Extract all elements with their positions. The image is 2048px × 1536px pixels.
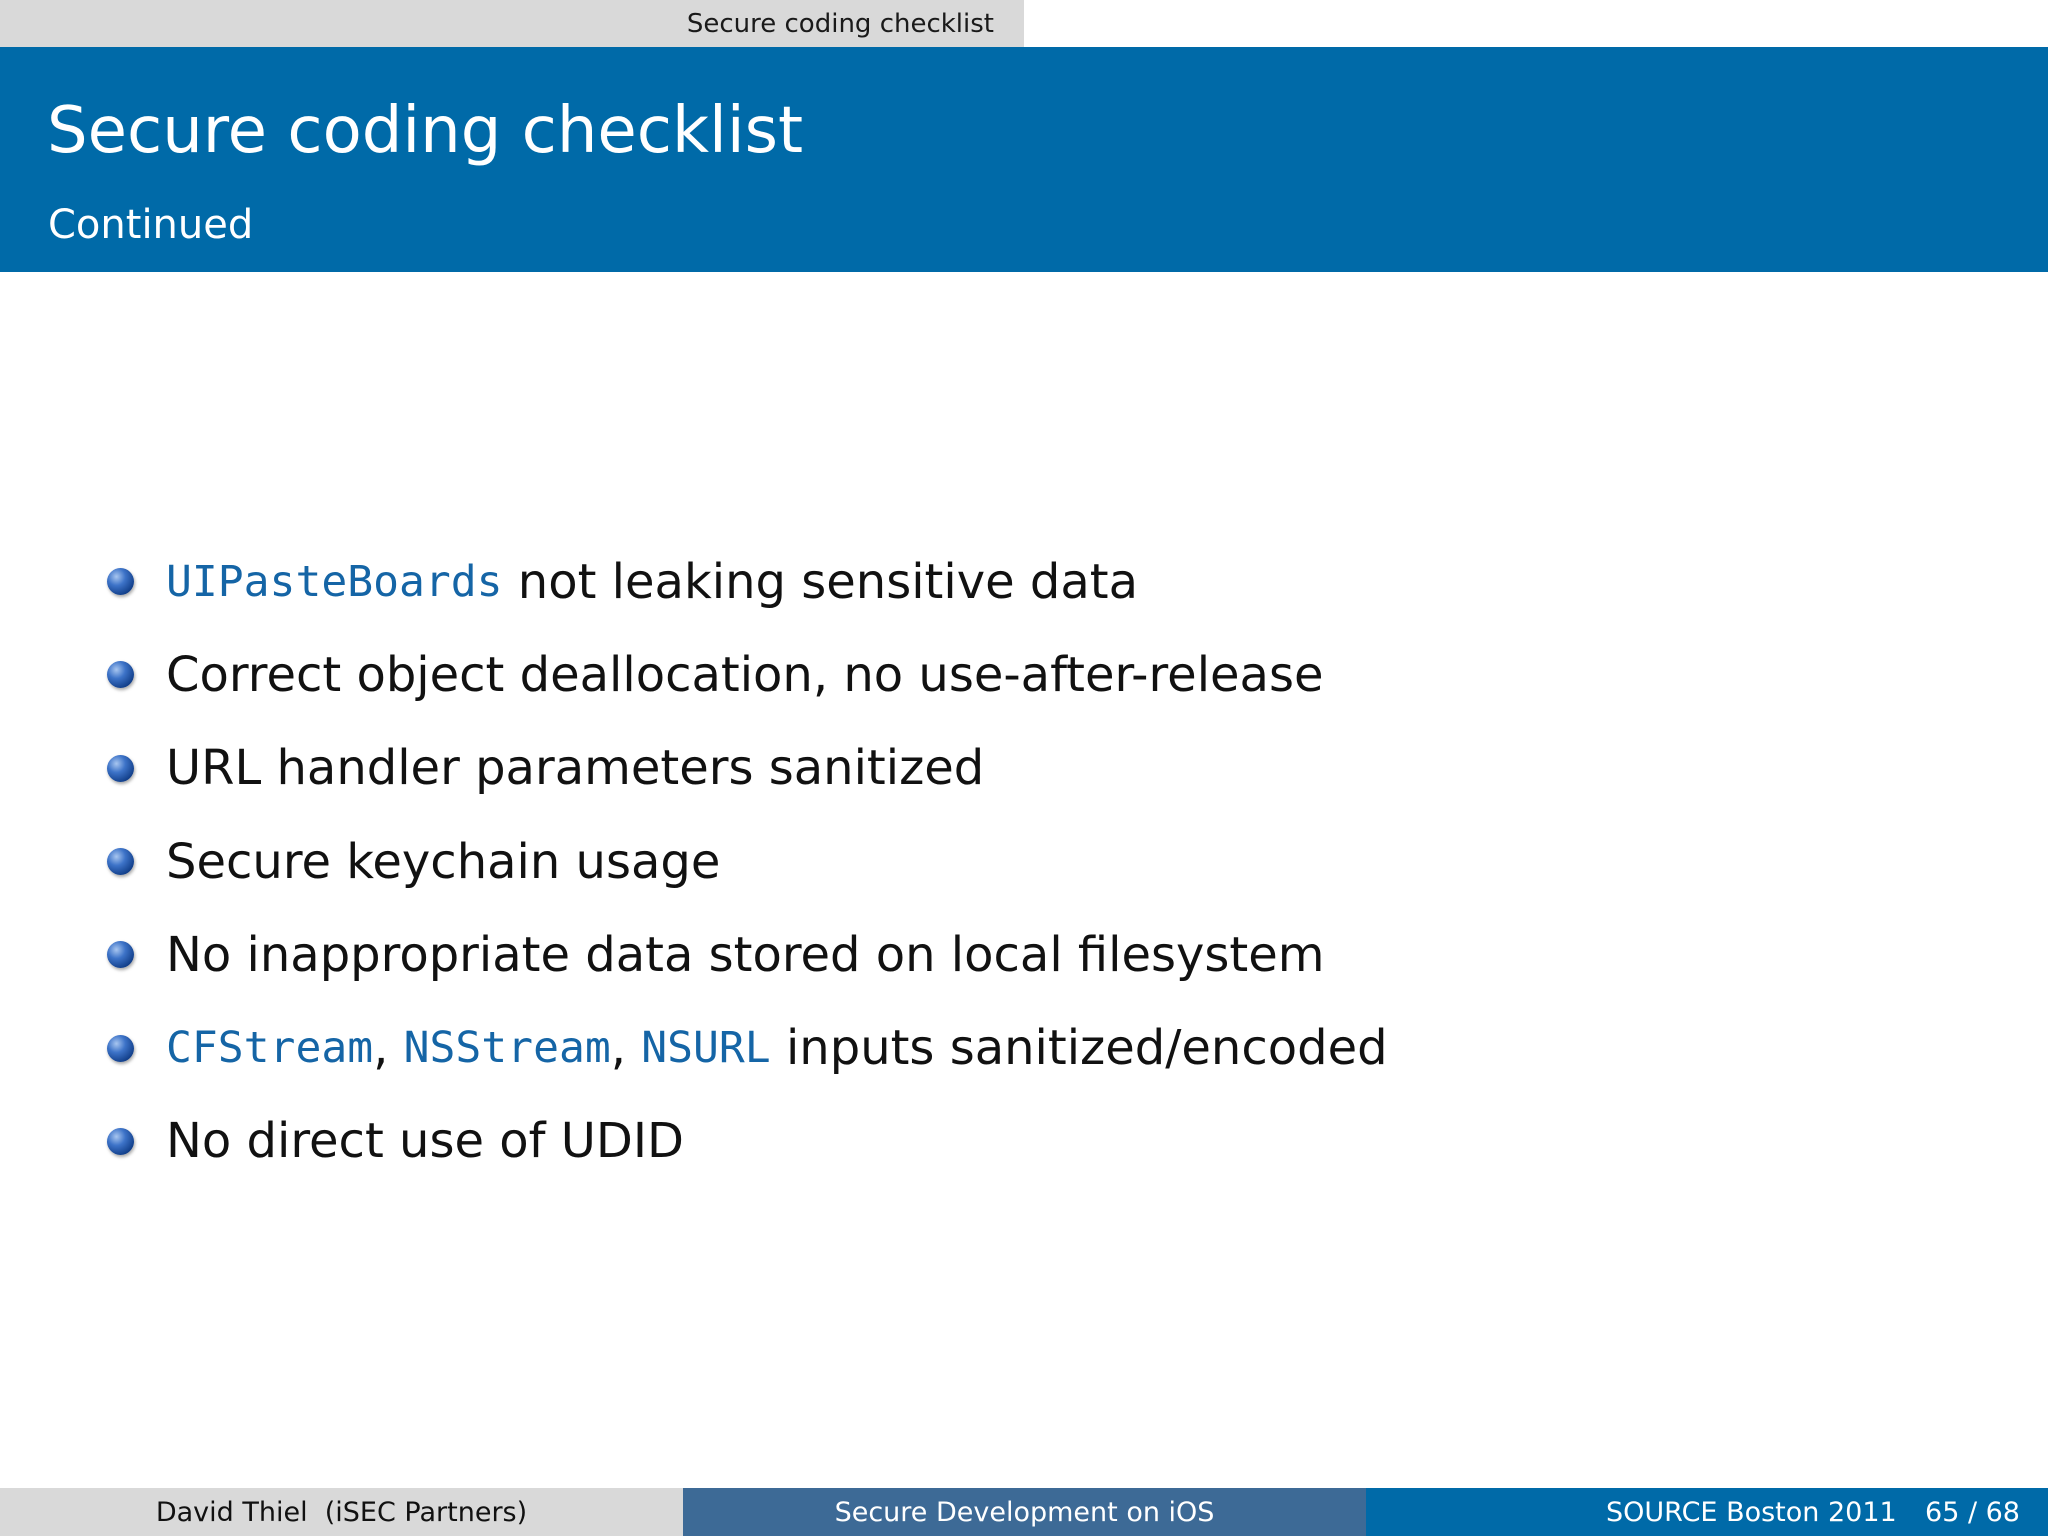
footer-page-number: 65 / 68 [1925, 1496, 2020, 1528]
footer-author[interactable] [0, 1488, 683, 1536]
bullet-text: Secure keychain usage [166, 833, 721, 890]
list-item [107, 628, 1388, 721]
bullet-icon [107, 941, 134, 968]
list-item [107, 908, 1388, 1001]
slide-title: Secure coding checklist [47, 94, 804, 168]
list-item [107, 722, 1388, 815]
code-term: NSStream [403, 1023, 611, 1074]
list-item [107, 1095, 1388, 1188]
bullet-text: URL handler parameters sanitized [166, 740, 985, 797]
footer [0, 1488, 2048, 1536]
footer-talk-title[interactable] [683, 1488, 1366, 1536]
bullet-icon [107, 1128, 134, 1155]
bullet-text: Correct object deallocation, no use-after-release [166, 646, 1324, 703]
bullet-text: inputs sanitized/encoded [770, 1020, 1388, 1077]
title-band [0, 47, 2048, 272]
slide-subtitle: Continued [48, 202, 254, 248]
separator: , [610, 1020, 642, 1077]
nav-section-label: Secure coding checklist [686, 8, 994, 39]
top-navigation [0, 0, 2048, 47]
list-item [107, 535, 1388, 628]
separator: , [373, 1020, 404, 1077]
footer-talk-label: Secure Development on iOS [834, 1496, 1215, 1528]
bullet-icon [107, 661, 134, 688]
code-term: CFStream [166, 1023, 374, 1074]
bullet-icon [107, 1035, 134, 1062]
bullet-list [107, 535, 1388, 1188]
bullet-icon [107, 568, 134, 595]
bullet-icon [107, 848, 134, 875]
nav-section-current[interactable] [0, 0, 1024, 47]
footer-author-label: David Thiel (iSEC Partners) [155, 1496, 528, 1528]
bullet-text: No direct use of UDID [166, 1113, 684, 1170]
bullet-icon [107, 755, 134, 782]
footer-event[interactable] [1366, 1488, 2048, 1536]
list-item [107, 1001, 1388, 1094]
footer-event-label: SOURCE Boston 2011 [1606, 1496, 1897, 1528]
code-term: NSURL [641, 1023, 771, 1074]
list-item [107, 815, 1388, 908]
code-term: UIPasteBoards [166, 556, 503, 607]
bullet-text: No inappropriate data stored on local filesystem [166, 926, 1325, 983]
bullet-text: not leaking sensitive data [502, 553, 1139, 610]
